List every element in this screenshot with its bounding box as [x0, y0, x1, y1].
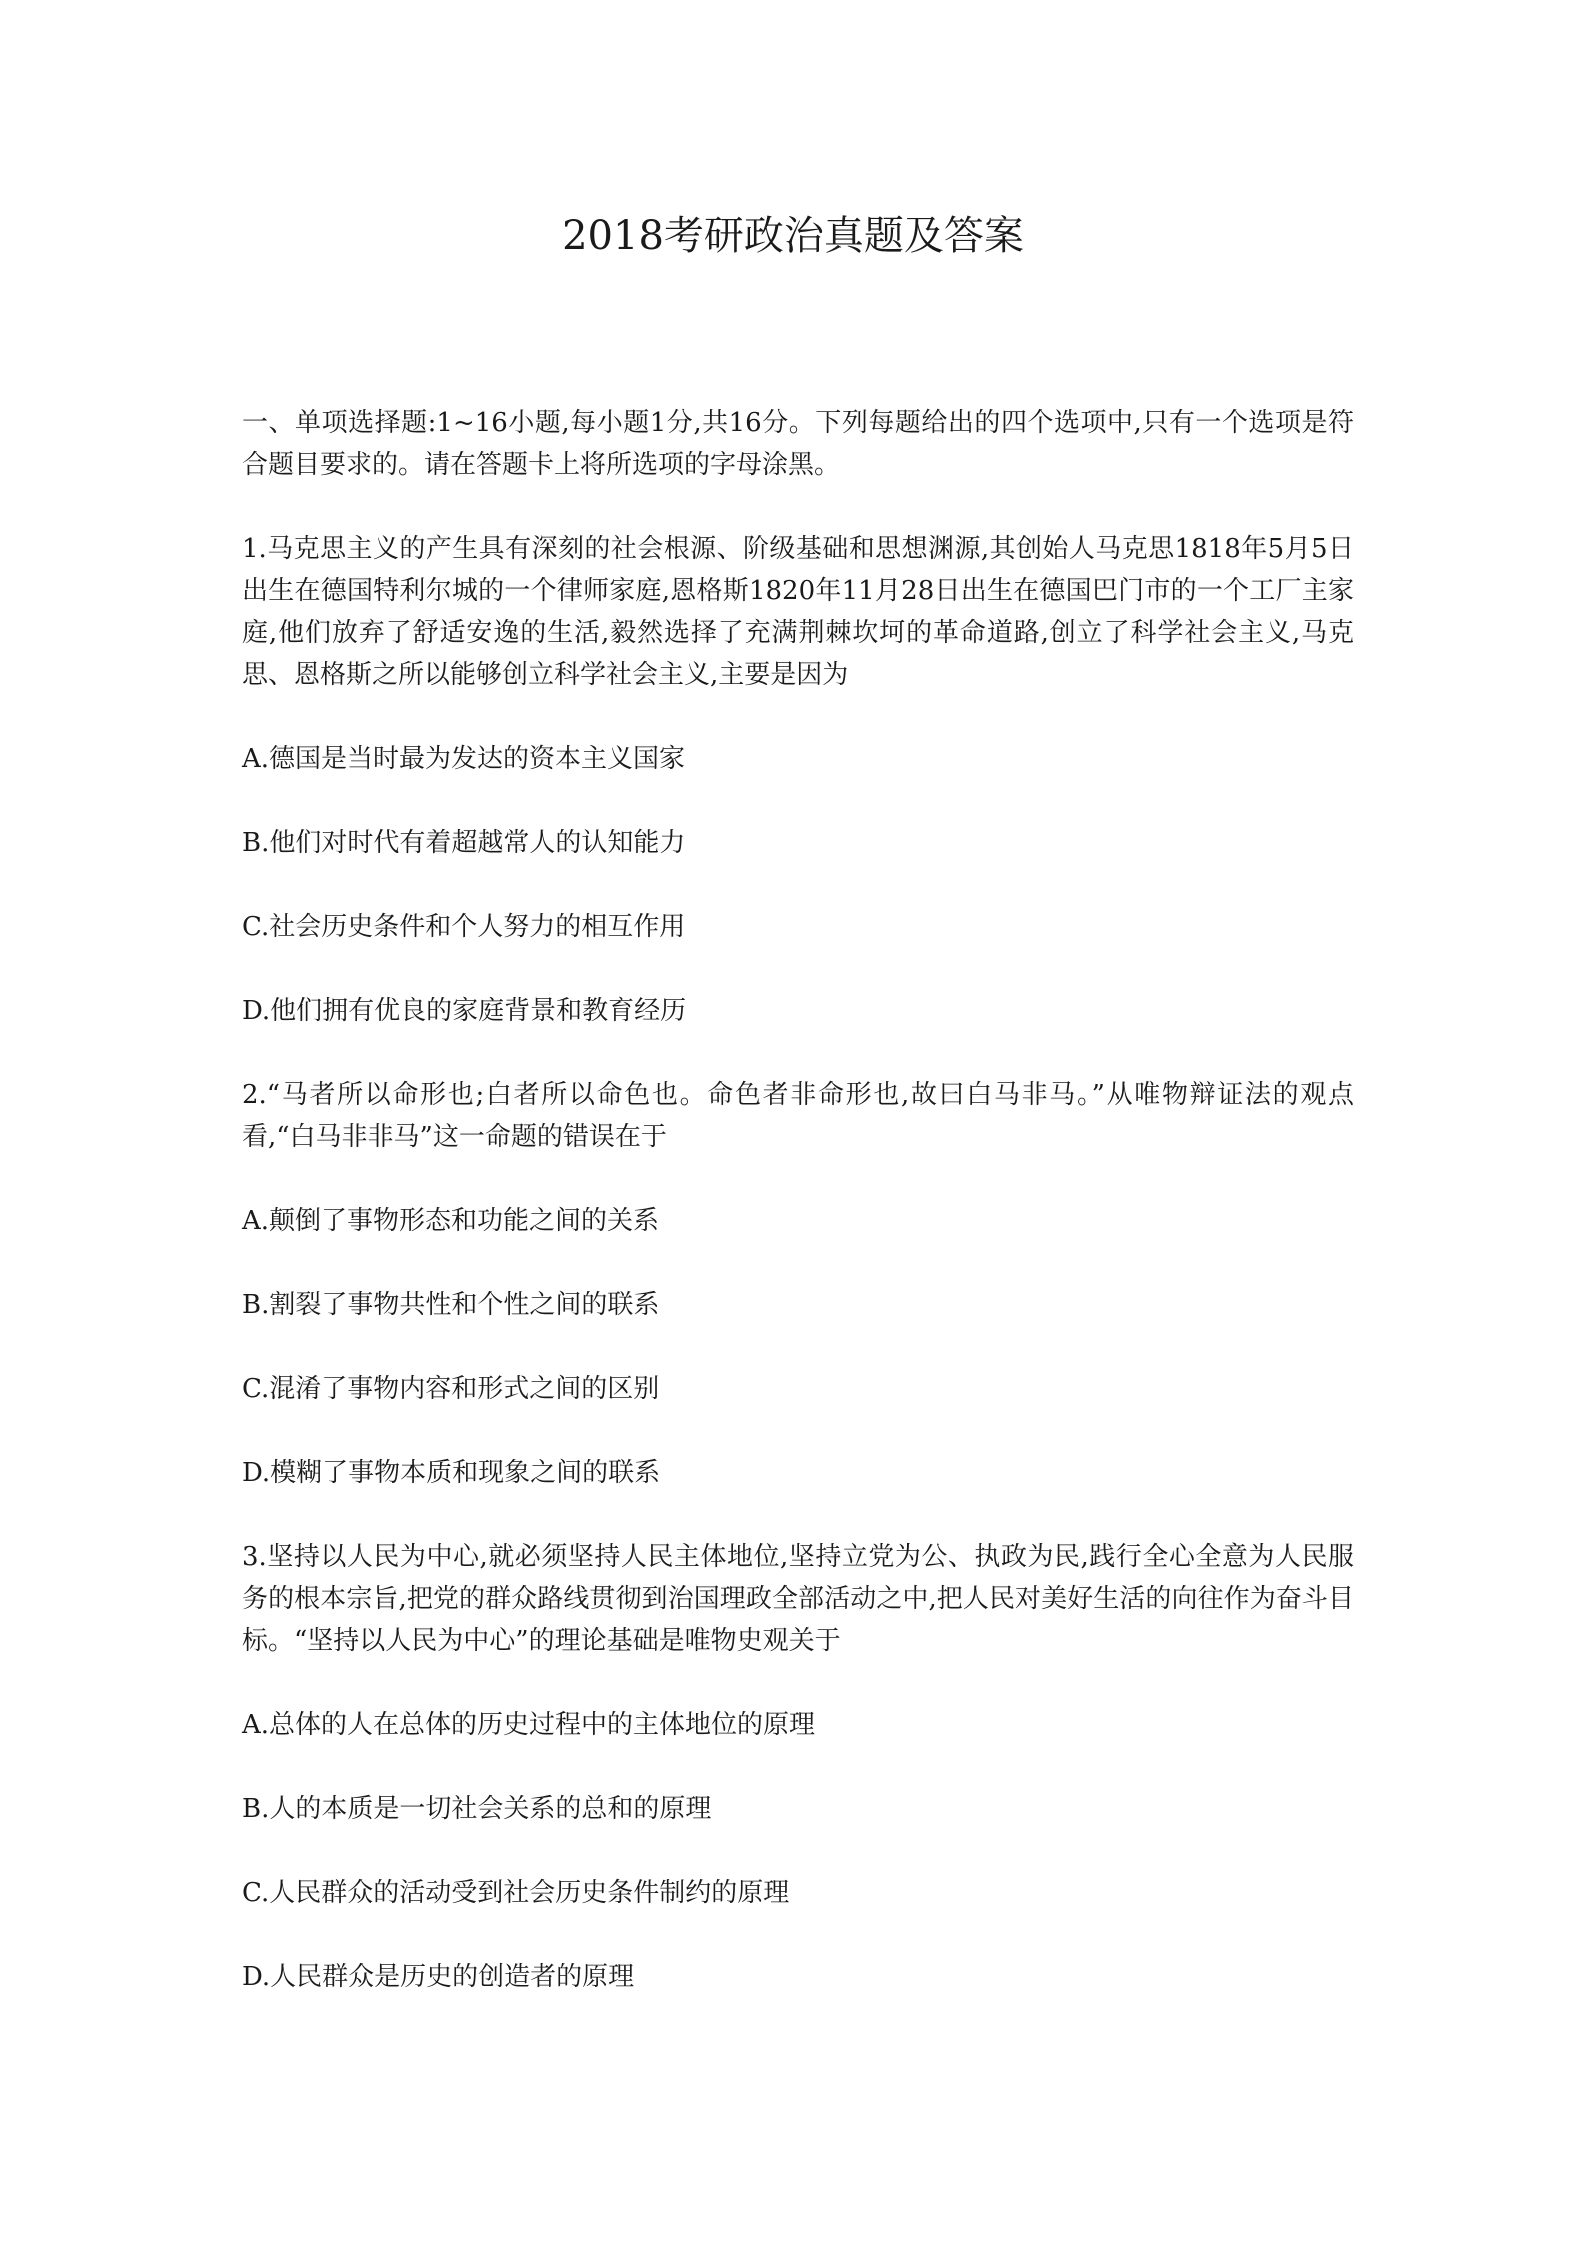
option-b: B.割裂了事物共性和个性之间的联系 — [242, 1290, 660, 1320]
question-3 — [242, 1536, 1354, 1998]
option-a: A.颠倒了事物形态和功能之间的关系 — [242, 1206, 660, 1236]
question-stem: 2.“马者所以命形也;白者所以命色也。命色者非命形也,故曰白马非马。”从唯物辩证法的观点看,“白马非非马”这一命题的错误在于 — [242, 1080, 1354, 1152]
question-2 — [242, 1074, 1354, 1494]
option-c: C.混淆了事物内容和形式之间的区别 — [242, 1374, 660, 1404]
option-b: B.人的本质是一切社会关系的总和的原理 — [242, 1794, 712, 1824]
question-stem: 1.马克思主义的产生具有深刻的社会根源、阶级基础和思想渊源,其创始人马克思1818年5月5日出生在德国特利尔城的一个律师家庭,恩格斯1820年11月28日出生在德国巴门市的一个工厂主家庭,他们放弃了舒适安逸的生活,毅然选择了充满荆棘坎坷的革命道路,创立了科学社会主义,马克思、恩格斯之所以能够创立科学社会主义,主要是因为 — [242, 534, 1354, 690]
option-d: D.人民群众是历史的创造者的原理 — [242, 1962, 635, 1992]
option-a: A.德国是当时最为发达的资本主义国家 — [242, 744, 686, 774]
option-d: D.他们拥有优良的家庭背景和教育经历 — [242, 996, 687, 1026]
question-1 — [242, 528, 1354, 1032]
section-instructions: 一、单项选择题:1~16小题,每小题1分,共16分。下列每题给出的四个选项中,只有一个选项是符合题目要求的。请在答题卡上将所选项的字母涂黑。 — [242, 408, 1354, 480]
option-a: A.总体的人在总体的历史过程中的主体地位的原理 — [242, 1710, 816, 1740]
option-c: C.社会历史条件和个人努力的相互作用 — [242, 912, 686, 942]
document-body — [242, 402, 1354, 2040]
option-b: B.他们对时代有着超越常人的认知能力 — [242, 828, 686, 858]
document-title: 2018考研政治真题及答案 — [562, 213, 1024, 259]
option-c: C.人民群众的活动受到社会历史条件制约的原理 — [242, 1878, 790, 1908]
question-stem: 3.坚持以人民为中心,就必须坚持人民主体地位,坚持立党为公、执政为民,践行全心全意为人民服务的根本宗旨,把党的群众路线贯彻到治国理政全部活动之中,把人民对美好生活的向往作为奋斗目标。“坚持以人民为中心”的理论基础是唯物史观关于 — [242, 1542, 1354, 1656]
option-d: D.模糊了事物本质和现象之间的联系 — [242, 1458, 661, 1488]
